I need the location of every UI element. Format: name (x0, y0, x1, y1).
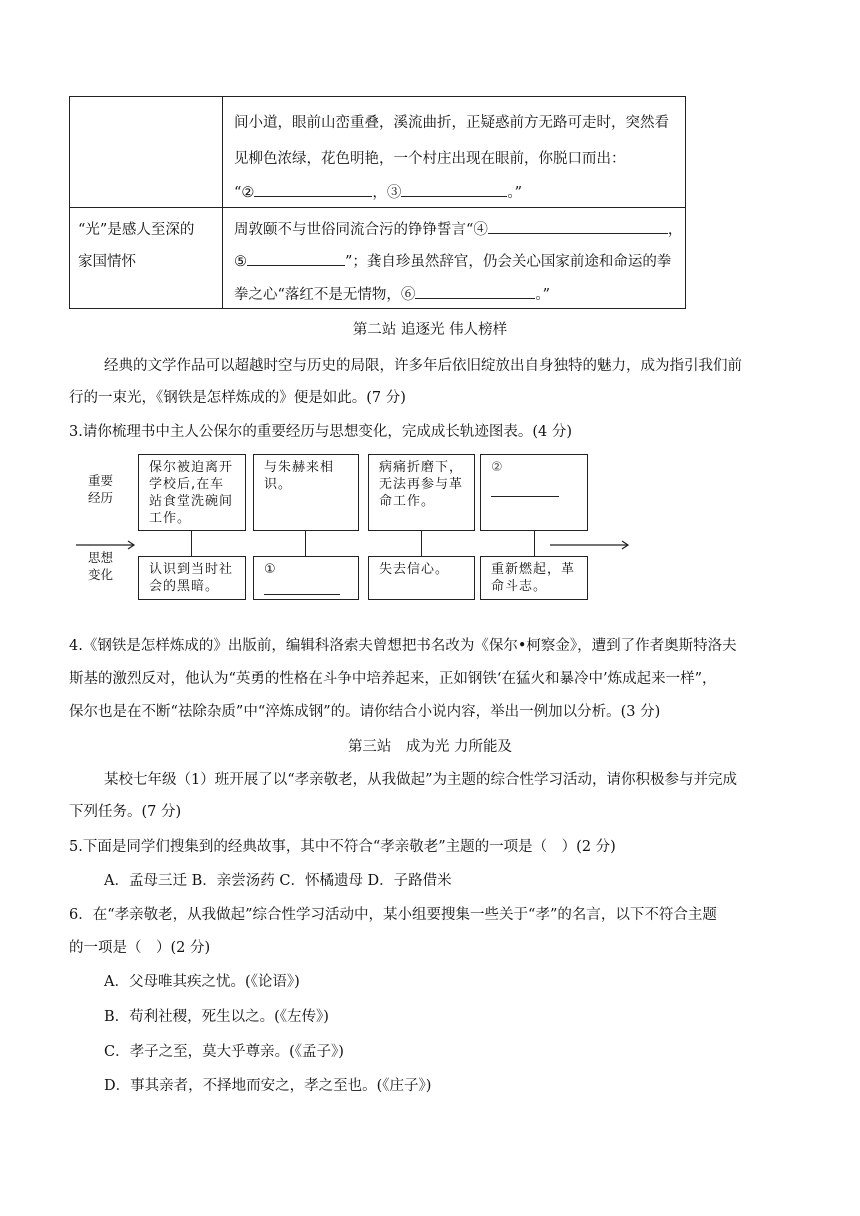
connector-line (191, 531, 192, 556)
table-column-divider (222, 97, 223, 308)
thought-box-3: 失去信心。 (368, 556, 475, 600)
poetry-table (69, 96, 686, 309)
answer-blank-3[interactable] (401, 182, 507, 197)
table-cell-text: 见柳色浓绿，花色明艳，一个村庄出现在眼前，你脱口而出： (234, 151, 626, 167)
row-label-thought: 思想 变化 (88, 550, 114, 582)
table-row-label: 家国情怀 (78, 254, 136, 270)
option-d: D．事其亲者，不择地而安之，孝之至也。(《庄子》) (104, 1078, 432, 1094)
connector-line (421, 531, 422, 556)
table-cell-text: 间小道，眼前山峦重叠，溪流曲折，正疑惑前方无路可走时，突然看 (234, 115, 669, 131)
connector-line (305, 531, 306, 556)
thought-box-2: ① (253, 556, 359, 600)
answer-blank-5[interactable] (247, 251, 345, 266)
paragraph-line: 下列任务。(7 分) (69, 804, 182, 820)
timeline-arrows (76, 538, 636, 552)
row-label-experience: 重要 经历 (88, 473, 114, 505)
table-cell-text: 拳之心“落红不是无情物，⑥ 。” (234, 283, 550, 304)
answer-blank-4[interactable] (488, 219, 668, 234)
experience-box-2: 与朱赫来相识。 (253, 454, 359, 531)
answer-blank-diagram-1[interactable] (264, 580, 340, 595)
section-title: 第三站 成为光 力所能及 (347, 739, 513, 755)
answer-blank-diagram-2[interactable] (491, 482, 559, 497)
connector-line (534, 531, 535, 556)
option-b: B．苟利社稷，死生以之。(《左传》) (104, 1009, 329, 1025)
answer-blank-6[interactable] (415, 284, 535, 299)
table-cell-text: 周敦颐不与世俗同流合污的铮铮誓言“④ ， (234, 218, 682, 239)
question-4-line: 4.《钢铁是怎样炼成的》出版前，编辑科洛索夫曾想把书名改为《保尔•柯察金》，遭到了作者奥斯特洛夫 (69, 638, 737, 654)
question-6-stem: 6．在“孝亲敬老，从我做起”综合性学习活动中，某小组要搜集一些关于“孝”的名言，以下不符合主题 (69, 907, 717, 923)
thought-box-1: 认识到当时社会的黑暗。 (138, 556, 246, 600)
paragraph-line: 经典的文学作品可以超越时空与历史的局限，许多年后依旧绽放出自身独特的魅力，成为指引我们前 (104, 358, 742, 374)
question-4-line: 保尔也是在不断“祛除杂质”中“淬炼成钢”的。请你结合小说内容，举出一例加以分析。(3 分) (69, 704, 661, 720)
question-5-stem: 5.下面是同学们搜集到的经典故事，其中不符合“孝亲敬老”主题的一项是（ ）(2 分) (69, 839, 616, 855)
question-5-options: A．孟母三迁 B．亲尝汤药 C．怀橘遗母 D．子路借米 (104, 873, 452, 889)
answer-blank-2[interactable] (254, 182, 372, 197)
paragraph-line: 某校七年级（1）班开展了以“孝亲敬老，从我做起”为主题的综合性学习活动，请你积极参与并完成 (104, 772, 738, 788)
experience-box-4: ② (480, 454, 588, 531)
table-row-label: “光”是感人至深的 (78, 222, 195, 238)
table-cell-text: ⑤ ”；龚自珍虽然辞官，仍会关心国家前途和命运的拳 (234, 250, 671, 271)
section-title: 第二站 追逐光 伟人榜样 (352, 322, 508, 338)
table-cell-text: “② ，③ 。” (234, 181, 522, 202)
experience-box-1: 保尔被迫离开学校后,在车站食堂洗碗间工作。 (138, 454, 246, 531)
question-6-stem: 的一项是（ ）(2 分) (69, 940, 211, 956)
option-c: C．孝子之至，莫大乎尊亲。(《孟子》) (104, 1044, 344, 1060)
question-3: 3.请你梳理书中主人公保尔的重要经历与思想变化，完成成长轨迹图表。(4 分) (69, 424, 572, 440)
paragraph-line: 行的一束光，《钢铁是怎样炼成的》便是如此。(7 分) (69, 390, 406, 406)
experience-box-3: 病痛折磨下，无法再参与革命工作。 (368, 454, 475, 531)
question-4-line: 斯基的激烈反对，他认为“英勇的性格在斗争中培养起来，正如钢铁‘在猛火和暴冷中’炼成起来一样”， (69, 671, 717, 687)
option-a: A．父母唯其疾之忧。(《论语》) (104, 974, 300, 990)
table-row-divider (70, 207, 685, 208)
thought-box-4: 重新燃起，革命斗志。 (480, 556, 588, 600)
